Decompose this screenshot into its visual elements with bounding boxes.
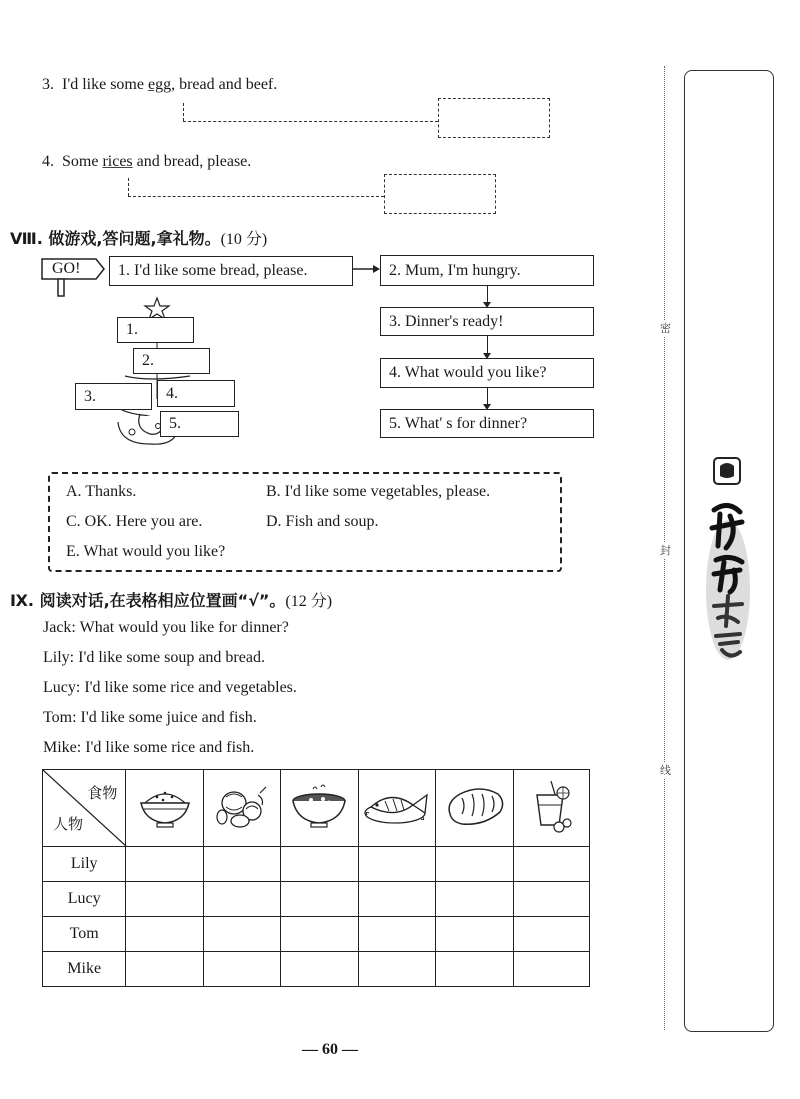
question-3: 3. I'd like some egg, bread and beef. <box>42 76 278 93</box>
option-d: D. Fish and soup. <box>266 513 379 530</box>
answer-cell[interactable] <box>126 847 203 882</box>
answer-cell[interactable] <box>358 917 436 952</box>
answer-cell[interactable] <box>281 952 358 987</box>
seal-char: 线 <box>660 764 671 777</box>
answer-cell[interactable] <box>513 882 589 917</box>
tree-box-3[interactable]: 3. <box>75 383 152 410</box>
table-row <box>43 847 590 882</box>
option-c: C. OK. Here you are. <box>66 513 203 530</box>
header-person: 人物 <box>53 815 84 833</box>
answer-cell[interactable] <box>281 917 358 952</box>
question-4: 4. Some rices and bread, please. <box>42 153 252 170</box>
page-number: — 60 — <box>302 1041 358 1058</box>
dialog-line: Lily: I'd like some soup and bread. <box>43 649 265 666</box>
vegetables-icon <box>203 770 280 847</box>
table-row <box>43 882 590 917</box>
answer-box-4[interactable] <box>384 174 496 214</box>
rice-bowl-icon <box>126 770 203 847</box>
dialog-line: Tom: I'd like some juice and fish. <box>43 709 257 726</box>
section-9-heading: Ⅸ. 阅读对话,在表格相应位置画“√”。(12 分) <box>10 591 333 610</box>
question-number: 3. <box>42 76 54 93</box>
error-word: rices <box>102 153 133 170</box>
row-label: Mike <box>43 952 126 987</box>
go-label: GO! <box>52 260 81 277</box>
seal-char: 封 <box>660 544 671 557</box>
seal-char: 密 <box>660 322 671 335</box>
answer-cell[interactable] <box>358 882 436 917</box>
option-a: A. Thanks. <box>66 483 137 500</box>
tree-box-1[interactable]: 1. <box>117 317 194 343</box>
table-header-row <box>43 770 590 847</box>
section-8-heading: Ⅷ. 做游戏,答问题,拿礼物。(10 分) <box>10 229 268 248</box>
row-label: Lucy <box>43 882 126 917</box>
juice-icon <box>513 770 589 847</box>
diagonal-header-cell <box>43 770 126 847</box>
arrow-right-icon <box>353 262 381 276</box>
answer-cell[interactable] <box>358 847 436 882</box>
table-row <box>43 917 590 952</box>
answer-cell[interactable] <box>126 917 203 952</box>
answer-cell[interactable] <box>513 847 589 882</box>
answer-table <box>42 769 590 987</box>
answer-cell[interactable] <box>358 952 436 987</box>
option-e: E. What would you like? <box>66 543 226 560</box>
flow-step-3: 3. Dinner's ready! <box>380 307 594 336</box>
answer-cell[interactable] <box>281 847 358 882</box>
header-food: 食物 <box>87 784 118 802</box>
answer-cell[interactable] <box>436 882 514 917</box>
fish-plate-icon <box>358 770 436 847</box>
row-label: Lily <box>43 847 126 882</box>
answer-cell[interactable] <box>203 917 280 952</box>
answer-cell[interactable] <box>126 952 203 987</box>
answer-cell[interactable] <box>203 847 280 882</box>
question-number: 4. <box>42 153 54 170</box>
answer-cell[interactable] <box>436 952 514 987</box>
flow-step-1: 1. I'd like some bread, please. <box>109 256 353 286</box>
answer-cell[interactable] <box>126 882 203 917</box>
option-b: B. I'd like some vegetables, please. <box>266 483 491 500</box>
answer-cell[interactable] <box>281 882 358 917</box>
brand-logo-icon <box>700 450 756 670</box>
flow-step-4: 4. What would you like? <box>380 358 594 388</box>
tree-box-2[interactable]: 2. <box>133 348 210 374</box>
flow-step-2: 2. Mum, I'm hungry. <box>380 255 594 286</box>
answer-cell[interactable] <box>513 917 589 952</box>
tree-box-5[interactable]: 5. <box>160 411 239 437</box>
answer-cell[interactable] <box>513 952 589 987</box>
dialog-line: Mike: I'd like some rice and fish. <box>43 739 255 756</box>
answer-cell[interactable] <box>436 847 514 882</box>
tree-box-4[interactable]: 4. <box>157 380 235 407</box>
answer-cell[interactable] <box>203 952 280 987</box>
error-word: egg <box>147 76 172 93</box>
answer-box-3[interactable] <box>438 98 550 138</box>
soup-bowl-icon <box>281 770 358 847</box>
dialog-line: Jack: What would you like for dinner? <box>43 619 289 636</box>
table-row <box>43 952 590 987</box>
row-label: Tom <box>43 917 126 952</box>
flow-step-5: 5. What' s for dinner? <box>380 409 594 438</box>
dialog-line: Lucy: I'd like some rice and vegetables. <box>43 679 297 696</box>
answer-cell[interactable] <box>436 917 514 952</box>
bread-icon <box>436 770 514 847</box>
answer-cell[interactable] <box>203 882 280 917</box>
